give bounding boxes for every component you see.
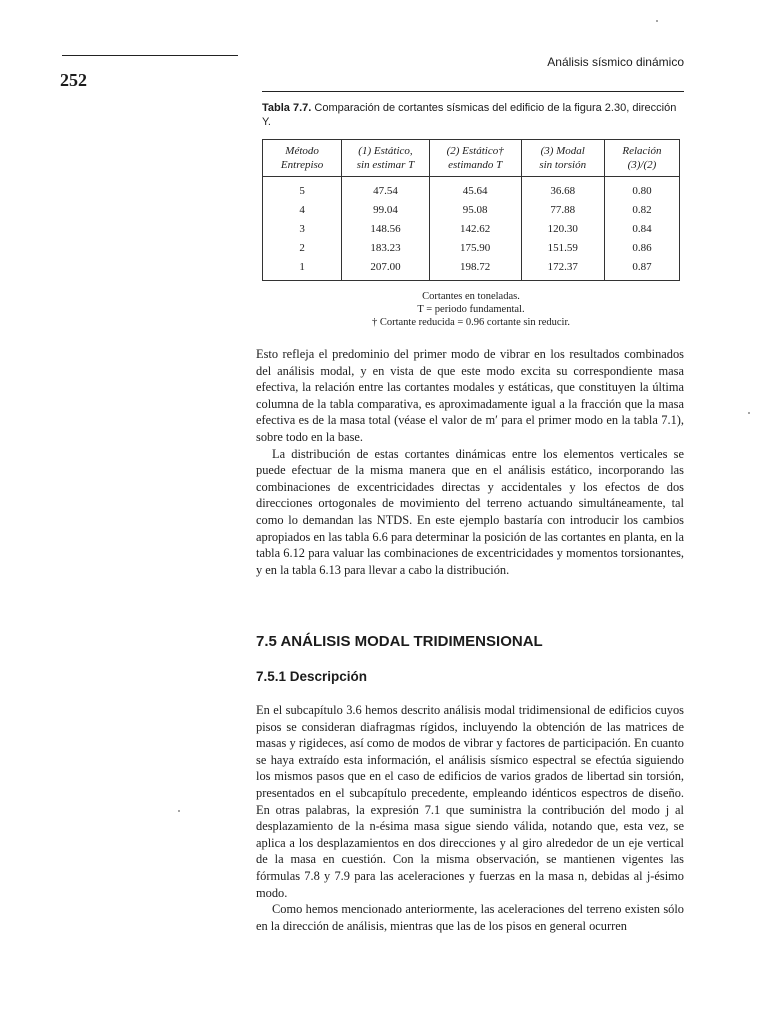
table-row bbox=[263, 257, 680, 281]
shear-comparison-table bbox=[262, 139, 680, 281]
cell-static-2: 95.08 bbox=[429, 200, 521, 219]
cell-static-2: 175.90 bbox=[429, 238, 521, 257]
body-text-block bbox=[256, 346, 684, 578]
cell-modal: 120.30 bbox=[521, 219, 604, 238]
header-rule-right bbox=[262, 91, 684, 92]
table-note: † Cortante reducida = 0.96 cortante sin reducir. bbox=[371, 317, 571, 328]
table-notes bbox=[262, 290, 680, 329]
cell-static-1: 47.54 bbox=[342, 177, 430, 201]
cell-story: 2 bbox=[263, 238, 342, 257]
header-static-2: (2) Estático† estimando T bbox=[429, 140, 521, 177]
cell-static-1: 148.56 bbox=[342, 219, 430, 238]
table-row bbox=[263, 238, 680, 257]
paragraph: La distribución de estas cortantes dinámicas entre los elementos verticales se puede efectuar de la misma manera que en el análisis estático, incorporando las combinaciones de excentricidades directas y accidentales y los efectos de dos direcciones ortogonales de movimiento del terreno actuando simultáneamente, tal como lo demandan las NTDS. En este ejemplo bastaría con introducir los cambios apropiados en las tabla 6.6 para determinar la posición de las cortantes en planta, en la tabla 6.12 para valuar las combinaciones de excentricidades y momentos torsionantes, y en la tabla 6.13 para llevar a cabo la distribución. bbox=[256, 446, 684, 577]
table-header-row bbox=[263, 140, 680, 177]
cell-modal: 77.88 bbox=[521, 200, 604, 219]
cell-story: 1 bbox=[263, 257, 342, 281]
header-method: Método Entrepiso bbox=[263, 140, 342, 177]
cell-modal: 172.37 bbox=[521, 257, 604, 281]
cell-ratio: 0.82 bbox=[604, 200, 679, 219]
cell-static-2: 198.72 bbox=[429, 257, 521, 281]
table-note: T = periodo fundamental. bbox=[417, 304, 525, 315]
table-caption-text: Comparación de cortantes sísmicas del edificio de la figura 2.30, dirección Y. bbox=[262, 102, 677, 128]
cell-story: 5 bbox=[263, 177, 342, 201]
table-row bbox=[263, 219, 680, 238]
page-number: 252 bbox=[60, 70, 87, 90]
paragraph: Esto refleja el predominio del primer modo de vibrar en los resultados combinados del análisis modal, y en vista de que este modo excita su correspondiente masa efectiva, la relación entre las cortantes modales y estáticas, que constituyen la última columna de la tabla comparativa, es aproximadamente igual a la fracción que la masa efectiva es de la masa total (véase el valor de m′ para el primer modo en la tabla 7.1), sobre todo en la base. bbox=[256, 347, 684, 444]
header-modal: (3) Modal sin torsión bbox=[521, 140, 604, 177]
body-text-block bbox=[256, 702, 684, 934]
cell-ratio: 0.87 bbox=[604, 257, 679, 281]
section-heading: 7.5 ANÁLISIS MODAL TRIDIMENSIONAL bbox=[256, 633, 543, 650]
header-rule-left bbox=[62, 55, 238, 56]
table-row bbox=[263, 177, 680, 201]
header-ratio: Relación (3)/(2) bbox=[604, 140, 679, 177]
subsection-heading: 7.5.1 Descripción bbox=[256, 669, 368, 684]
cell-modal: 36.68 bbox=[521, 177, 604, 201]
cell-ratio: 0.80 bbox=[604, 177, 679, 201]
cell-static-1: 207.00 bbox=[342, 257, 430, 281]
scan-speck bbox=[178, 810, 180, 812]
cell-story: 4 bbox=[263, 200, 342, 219]
paragraph: Como hemos mencionado anteriormente, las aceleraciones del terreno existen sólo en la dirección de análisis, mientras que las de los pisos en general ocurren bbox=[256, 902, 684, 933]
cell-modal: 151.59 bbox=[521, 238, 604, 257]
paragraph: En el subcapítulo 3.6 hemos descrito análisis modal tridimensional de edificios cuyos pisos se consideran diafragmas rígidos, incluyendo la obtención de las matrices de masas y rigideces, así como de modos de vibrar y factores de participación. En cuanto se haya extraído esta información, el análisis sísmico espectral se efectúa siguiendo los mismos pasos que en el caso de edificios de varios grados de libertad sin torsión, presentados en el subcapítulo precedente, empleando idénticos espectros de diseño. En otras palabras, la expresión 7.1 que suministra la contribución del modo j al desplazamiento de la n-ésima masa sigue siendo válida, notando que, esta vez, se aplica a los desplazamientos en dos direcciones y al giro alrededor de un eje vertical de la masa en cuestión. Con la misma observación, se mantienen vigentes las fórmulas 7.8 y 7.9 para las aceleraciones y fuerzas en la masa n, debidas al j-ésimo modo. bbox=[256, 703, 684, 900]
scan-speck bbox=[748, 412, 750, 414]
table-note: Cortantes en toneladas. bbox=[422, 291, 520, 302]
table-caption bbox=[262, 101, 684, 129]
header-static-1: (1) Estático, sin estimar T bbox=[342, 140, 430, 177]
cell-ratio: 0.86 bbox=[604, 238, 679, 257]
table-row bbox=[263, 200, 680, 219]
cell-static-2: 45.64 bbox=[429, 177, 521, 201]
table-caption-label: Tabla 7.7. bbox=[262, 102, 312, 114]
running-head: Análisis sísmico dinámico bbox=[547, 55, 684, 69]
cell-static-1: 99.04 bbox=[342, 200, 430, 219]
cell-static-1: 183.23 bbox=[342, 238, 430, 257]
cell-static-2: 142.62 bbox=[429, 219, 521, 238]
cell-story: 3 bbox=[263, 219, 342, 238]
cell-ratio: 0.84 bbox=[604, 219, 679, 238]
scan-speck bbox=[656, 20, 658, 22]
